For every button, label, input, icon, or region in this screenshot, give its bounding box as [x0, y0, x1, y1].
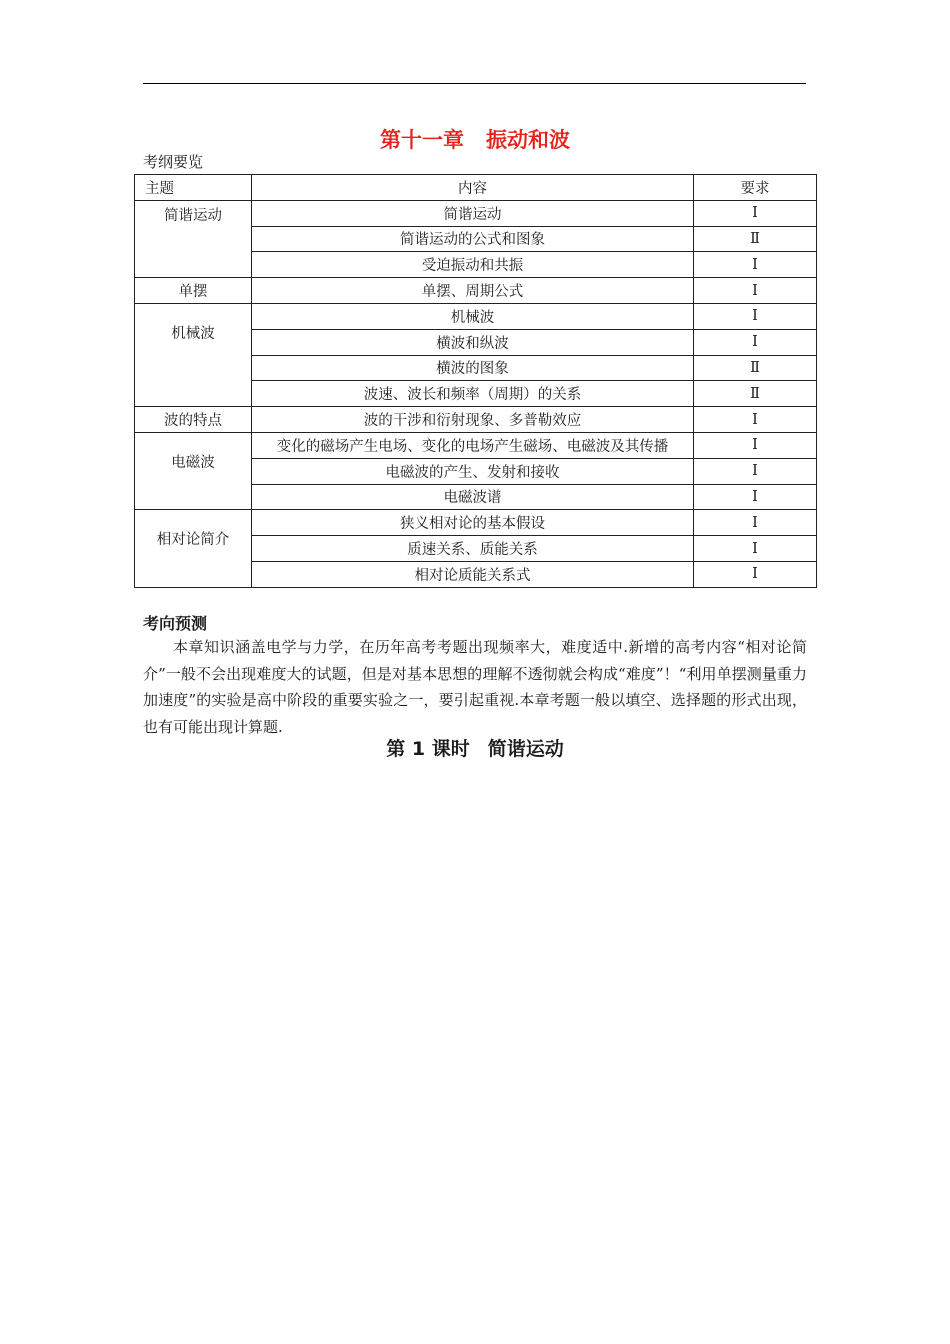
table-row [135, 510, 817, 536]
requirement-cell: Ⅰ [694, 484, 817, 510]
content-cell: 机械波 [252, 303, 694, 329]
table-row [135, 278, 817, 304]
content-cell: 波速、波长和频率（周期）的关系 [252, 381, 694, 407]
topic-cell: 电磁波 [135, 432, 252, 509]
table-row [135, 303, 817, 329]
requirement-cell: Ⅱ [694, 226, 817, 252]
content-cell: 质速关系、质能关系 [252, 536, 694, 562]
requirement-cell: Ⅰ [694, 303, 817, 329]
content-cell: 简谐运动 [252, 200, 694, 226]
header-topic: 主题 [135, 175, 252, 201]
chapter-name: 振动和波 [486, 128, 570, 152]
table-row [135, 407, 817, 433]
requirement-cell: Ⅰ [694, 252, 817, 278]
requirement-cell: Ⅱ [694, 381, 817, 407]
requirement-cell: Ⅰ [694, 200, 817, 226]
chapter-number: 第十一章 [380, 128, 464, 152]
forecast-heading: 考向预测 [143, 614, 208, 633]
content-cell: 相对论质能关系式 [252, 561, 694, 587]
content-cell: 变化的磁场产生电场、变化的电场产生磁场、电磁波及其传播 [252, 432, 694, 458]
lesson-number: 第 1 课时 [386, 738, 470, 760]
topic-cell: 相对论简介 [135, 510, 252, 587]
outline-label: 考纲要览 [143, 153, 204, 171]
table-header-row [135, 175, 817, 201]
content-cell: 电磁波谱 [252, 484, 694, 510]
lesson-name: 简谐运动 [487, 738, 564, 760]
forecast-paragraph: 本章知识涵盖电学与力学，在历年高考考题出现频率大，难度适中.新增的高考内容“相对论简介”一般不会出现难度大的试题，但是对基本思想的理解不透彻就会构成“难度”！“利用单摆测量重力加速度”的实验是高中阶段的重要实验之一，要引起重视.本章考题一般以填空、选择题的形式出现，也有可能出现计算题. [143, 638, 807, 736]
topic-cell: 单摆 [135, 278, 252, 304]
topic-cell: 简谐运动 [135, 200, 252, 277]
lesson-title [0, 734, 950, 761]
header-rule [143, 83, 806, 84]
table-row [135, 200, 817, 226]
requirement-cell: Ⅰ [694, 561, 817, 587]
content-cell: 电磁波的产生、发射和接收 [252, 458, 694, 484]
chapter-title [0, 124, 950, 154]
requirement-cell: Ⅰ [694, 278, 817, 304]
content-cell: 横波和纵波 [252, 329, 694, 355]
requirement-cell: Ⅰ [694, 407, 817, 433]
requirement-cell: Ⅰ [694, 432, 817, 458]
header-content: 内容 [252, 175, 694, 201]
content-cell: 受迫振动和共振 [252, 252, 694, 278]
content-cell: 横波的图象 [252, 355, 694, 381]
topic-cell: 波的特点 [135, 407, 252, 433]
requirement-cell: Ⅰ [694, 329, 817, 355]
requirement-cell: Ⅰ [694, 536, 817, 562]
requirement-cell: Ⅱ [694, 355, 817, 381]
requirement-cell: Ⅰ [694, 510, 817, 536]
table-body [135, 200, 817, 587]
table-row [135, 432, 817, 458]
topic-cell: 机械波 [135, 303, 252, 406]
syllabus-table [134, 174, 817, 588]
requirement-cell: Ⅰ [694, 458, 817, 484]
content-cell: 单摆、周期公式 [252, 278, 694, 304]
content-cell: 狭义相对论的基本假设 [252, 510, 694, 536]
header-requirement: 要求 [694, 175, 817, 201]
content-cell: 简谐运动的公式和图象 [252, 226, 694, 252]
content-cell: 波的干涉和衍射现象、多普勒效应 [252, 407, 694, 433]
